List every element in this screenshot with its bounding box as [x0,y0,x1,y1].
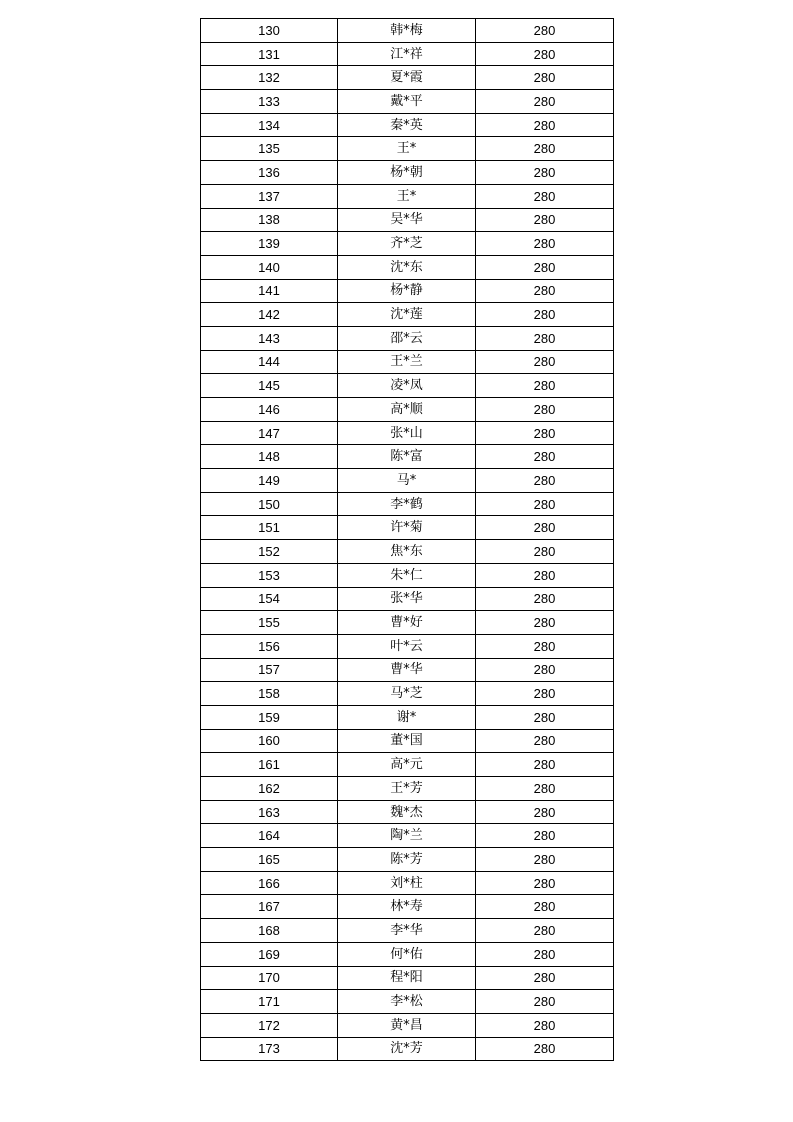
table-row [201,374,614,398]
name-cell: 王*芳 [338,777,476,801]
table-row [201,587,614,611]
row-number-cell: 172 [201,1013,338,1037]
recipient-table [200,18,614,1061]
row-number-cell: 152 [201,540,338,564]
row-number-cell: 158 [201,682,338,706]
row-number-cell: 167 [201,895,338,919]
row-number-cell: 163 [201,800,338,824]
row-number-cell: 160 [201,729,338,753]
amount-cell: 280 [476,658,614,682]
table-row [201,634,614,658]
row-number-cell: 166 [201,871,338,895]
amount-cell: 280 [476,895,614,919]
amount-cell: 280 [476,848,614,872]
table-row [201,682,614,706]
row-number-cell: 156 [201,634,338,658]
name-cell: 陶*兰 [338,824,476,848]
amount-cell: 280 [476,563,614,587]
table-row [201,705,614,729]
amount-cell: 280 [476,966,614,990]
table-row [201,137,614,161]
amount-cell: 280 [476,255,614,279]
name-cell: 陈*富 [338,445,476,469]
table-row [201,800,614,824]
row-number-cell: 159 [201,705,338,729]
amount-cell: 280 [476,729,614,753]
amount-cell: 280 [476,871,614,895]
name-cell: 许*菊 [338,516,476,540]
amount-cell: 280 [476,919,614,943]
name-cell: 齐*芝 [338,232,476,256]
name-cell: 张*华 [338,587,476,611]
table-row [201,824,614,848]
row-number-cell: 168 [201,919,338,943]
amount-cell: 280 [476,137,614,161]
row-number-cell: 161 [201,753,338,777]
table-row [201,113,614,137]
row-number-cell: 157 [201,658,338,682]
name-cell: 黄*昌 [338,1013,476,1037]
amount-cell: 280 [476,587,614,611]
table-row [201,19,614,43]
table-row [201,777,614,801]
row-number-cell: 134 [201,113,338,137]
table-row [201,848,614,872]
name-cell: 沈*莲 [338,303,476,327]
row-number-cell: 144 [201,350,338,374]
amount-cell: 280 [476,634,614,658]
row-number-cell: 150 [201,492,338,516]
row-number-cell: 151 [201,516,338,540]
row-number-cell: 146 [201,398,338,422]
table-row [201,469,614,493]
amount-cell: 280 [476,374,614,398]
row-number-cell: 147 [201,421,338,445]
table-row [201,326,614,350]
table-row [201,942,614,966]
row-number-cell: 136 [201,161,338,185]
amount-cell: 280 [476,303,614,327]
amount-cell: 280 [476,398,614,422]
name-cell: 韩*梅 [338,19,476,43]
amount-cell: 280 [476,824,614,848]
recipient-table-container [200,18,613,1061]
amount-cell: 280 [476,469,614,493]
amount-cell: 280 [476,421,614,445]
amount-cell: 280 [476,990,614,1014]
name-cell: 曹*华 [338,658,476,682]
table-row [201,919,614,943]
row-number-cell: 140 [201,255,338,279]
name-cell: 何*佑 [338,942,476,966]
amount-cell: 280 [476,42,614,66]
row-number-cell: 142 [201,303,338,327]
table-row [201,540,614,564]
amount-cell: 280 [476,66,614,90]
row-number-cell: 148 [201,445,338,469]
row-number-cell: 162 [201,777,338,801]
name-cell: 马*芝 [338,682,476,706]
row-number-cell: 139 [201,232,338,256]
row-number-cell: 132 [201,66,338,90]
row-number-cell: 137 [201,184,338,208]
amount-cell: 280 [476,113,614,137]
amount-cell: 280 [476,492,614,516]
name-cell: 戴*平 [338,90,476,114]
table-row [201,1013,614,1037]
name-cell: 李*华 [338,919,476,943]
name-cell: 谢* [338,705,476,729]
table-row [201,492,614,516]
name-cell: 吴*华 [338,208,476,232]
table-row [201,421,614,445]
name-cell: 杨*静 [338,279,476,303]
amount-cell: 280 [476,753,614,777]
amount-cell: 280 [476,90,614,114]
row-number-cell: 169 [201,942,338,966]
name-cell: 董*国 [338,729,476,753]
table-row [201,563,614,587]
row-number-cell: 138 [201,208,338,232]
name-cell: 陈*芳 [338,848,476,872]
recipient-table-body [201,19,614,1061]
name-cell: 李*鹤 [338,492,476,516]
name-cell: 江*祥 [338,42,476,66]
name-cell: 高*顺 [338,398,476,422]
name-cell: 邵*云 [338,326,476,350]
amount-cell: 280 [476,279,614,303]
name-cell: 王*兰 [338,350,476,374]
amount-cell: 280 [476,445,614,469]
amount-cell: 280 [476,540,614,564]
table-row [201,303,614,327]
row-number-cell: 170 [201,966,338,990]
amount-cell: 280 [476,161,614,185]
name-cell: 张*山 [338,421,476,445]
table-row [201,1037,614,1061]
row-number-cell: 173 [201,1037,338,1061]
name-cell: 王* [338,137,476,161]
name-cell: 焦*东 [338,540,476,564]
amount-cell: 280 [476,1013,614,1037]
row-number-cell: 133 [201,90,338,114]
table-row [201,895,614,919]
name-cell: 凌*凤 [338,374,476,398]
table-row [201,184,614,208]
table-row [201,161,614,185]
table-row [201,871,614,895]
row-number-cell: 135 [201,137,338,161]
table-row [201,350,614,374]
table-row [201,42,614,66]
table-row [201,90,614,114]
name-cell: 林*寿 [338,895,476,919]
table-row [201,232,614,256]
amount-cell: 280 [476,942,614,966]
amount-cell: 280 [476,611,614,635]
table-row [201,729,614,753]
row-number-cell: 153 [201,563,338,587]
table-row [201,990,614,1014]
amount-cell: 280 [476,682,614,706]
table-row [201,208,614,232]
table-row [201,516,614,540]
name-cell: 秦*英 [338,113,476,137]
amount-cell: 280 [476,1037,614,1061]
row-number-cell: 145 [201,374,338,398]
table-row [201,966,614,990]
name-cell: 夏*霞 [338,66,476,90]
row-number-cell: 130 [201,19,338,43]
table-row [201,66,614,90]
amount-cell: 280 [476,326,614,350]
name-cell: 程*阳 [338,966,476,990]
name-cell: 马* [338,469,476,493]
name-cell: 刘*柱 [338,871,476,895]
row-number-cell: 155 [201,611,338,635]
row-number-cell: 171 [201,990,338,1014]
table-row [201,255,614,279]
amount-cell: 280 [476,232,614,256]
row-number-cell: 141 [201,279,338,303]
amount-cell: 280 [476,516,614,540]
name-cell: 沈*芳 [338,1037,476,1061]
name-cell: 魏*杰 [338,800,476,824]
amount-cell: 280 [476,800,614,824]
amount-cell: 280 [476,208,614,232]
amount-cell: 280 [476,184,614,208]
table-row [201,398,614,422]
name-cell: 李*松 [338,990,476,1014]
name-cell: 沈*东 [338,255,476,279]
name-cell: 高*元 [338,753,476,777]
row-number-cell: 131 [201,42,338,66]
amount-cell: 280 [476,350,614,374]
name-cell: 曹*好 [338,611,476,635]
name-cell: 朱*仁 [338,563,476,587]
table-row [201,611,614,635]
table-row [201,279,614,303]
row-number-cell: 164 [201,824,338,848]
name-cell: 杨*朝 [338,161,476,185]
table-row [201,658,614,682]
row-number-cell: 165 [201,848,338,872]
amount-cell: 280 [476,19,614,43]
name-cell: 王* [338,184,476,208]
table-row [201,753,614,777]
row-number-cell: 149 [201,469,338,493]
table-row [201,445,614,469]
amount-cell: 280 [476,777,614,801]
name-cell: 叶*云 [338,634,476,658]
amount-cell: 280 [476,705,614,729]
row-number-cell: 154 [201,587,338,611]
row-number-cell: 143 [201,326,338,350]
